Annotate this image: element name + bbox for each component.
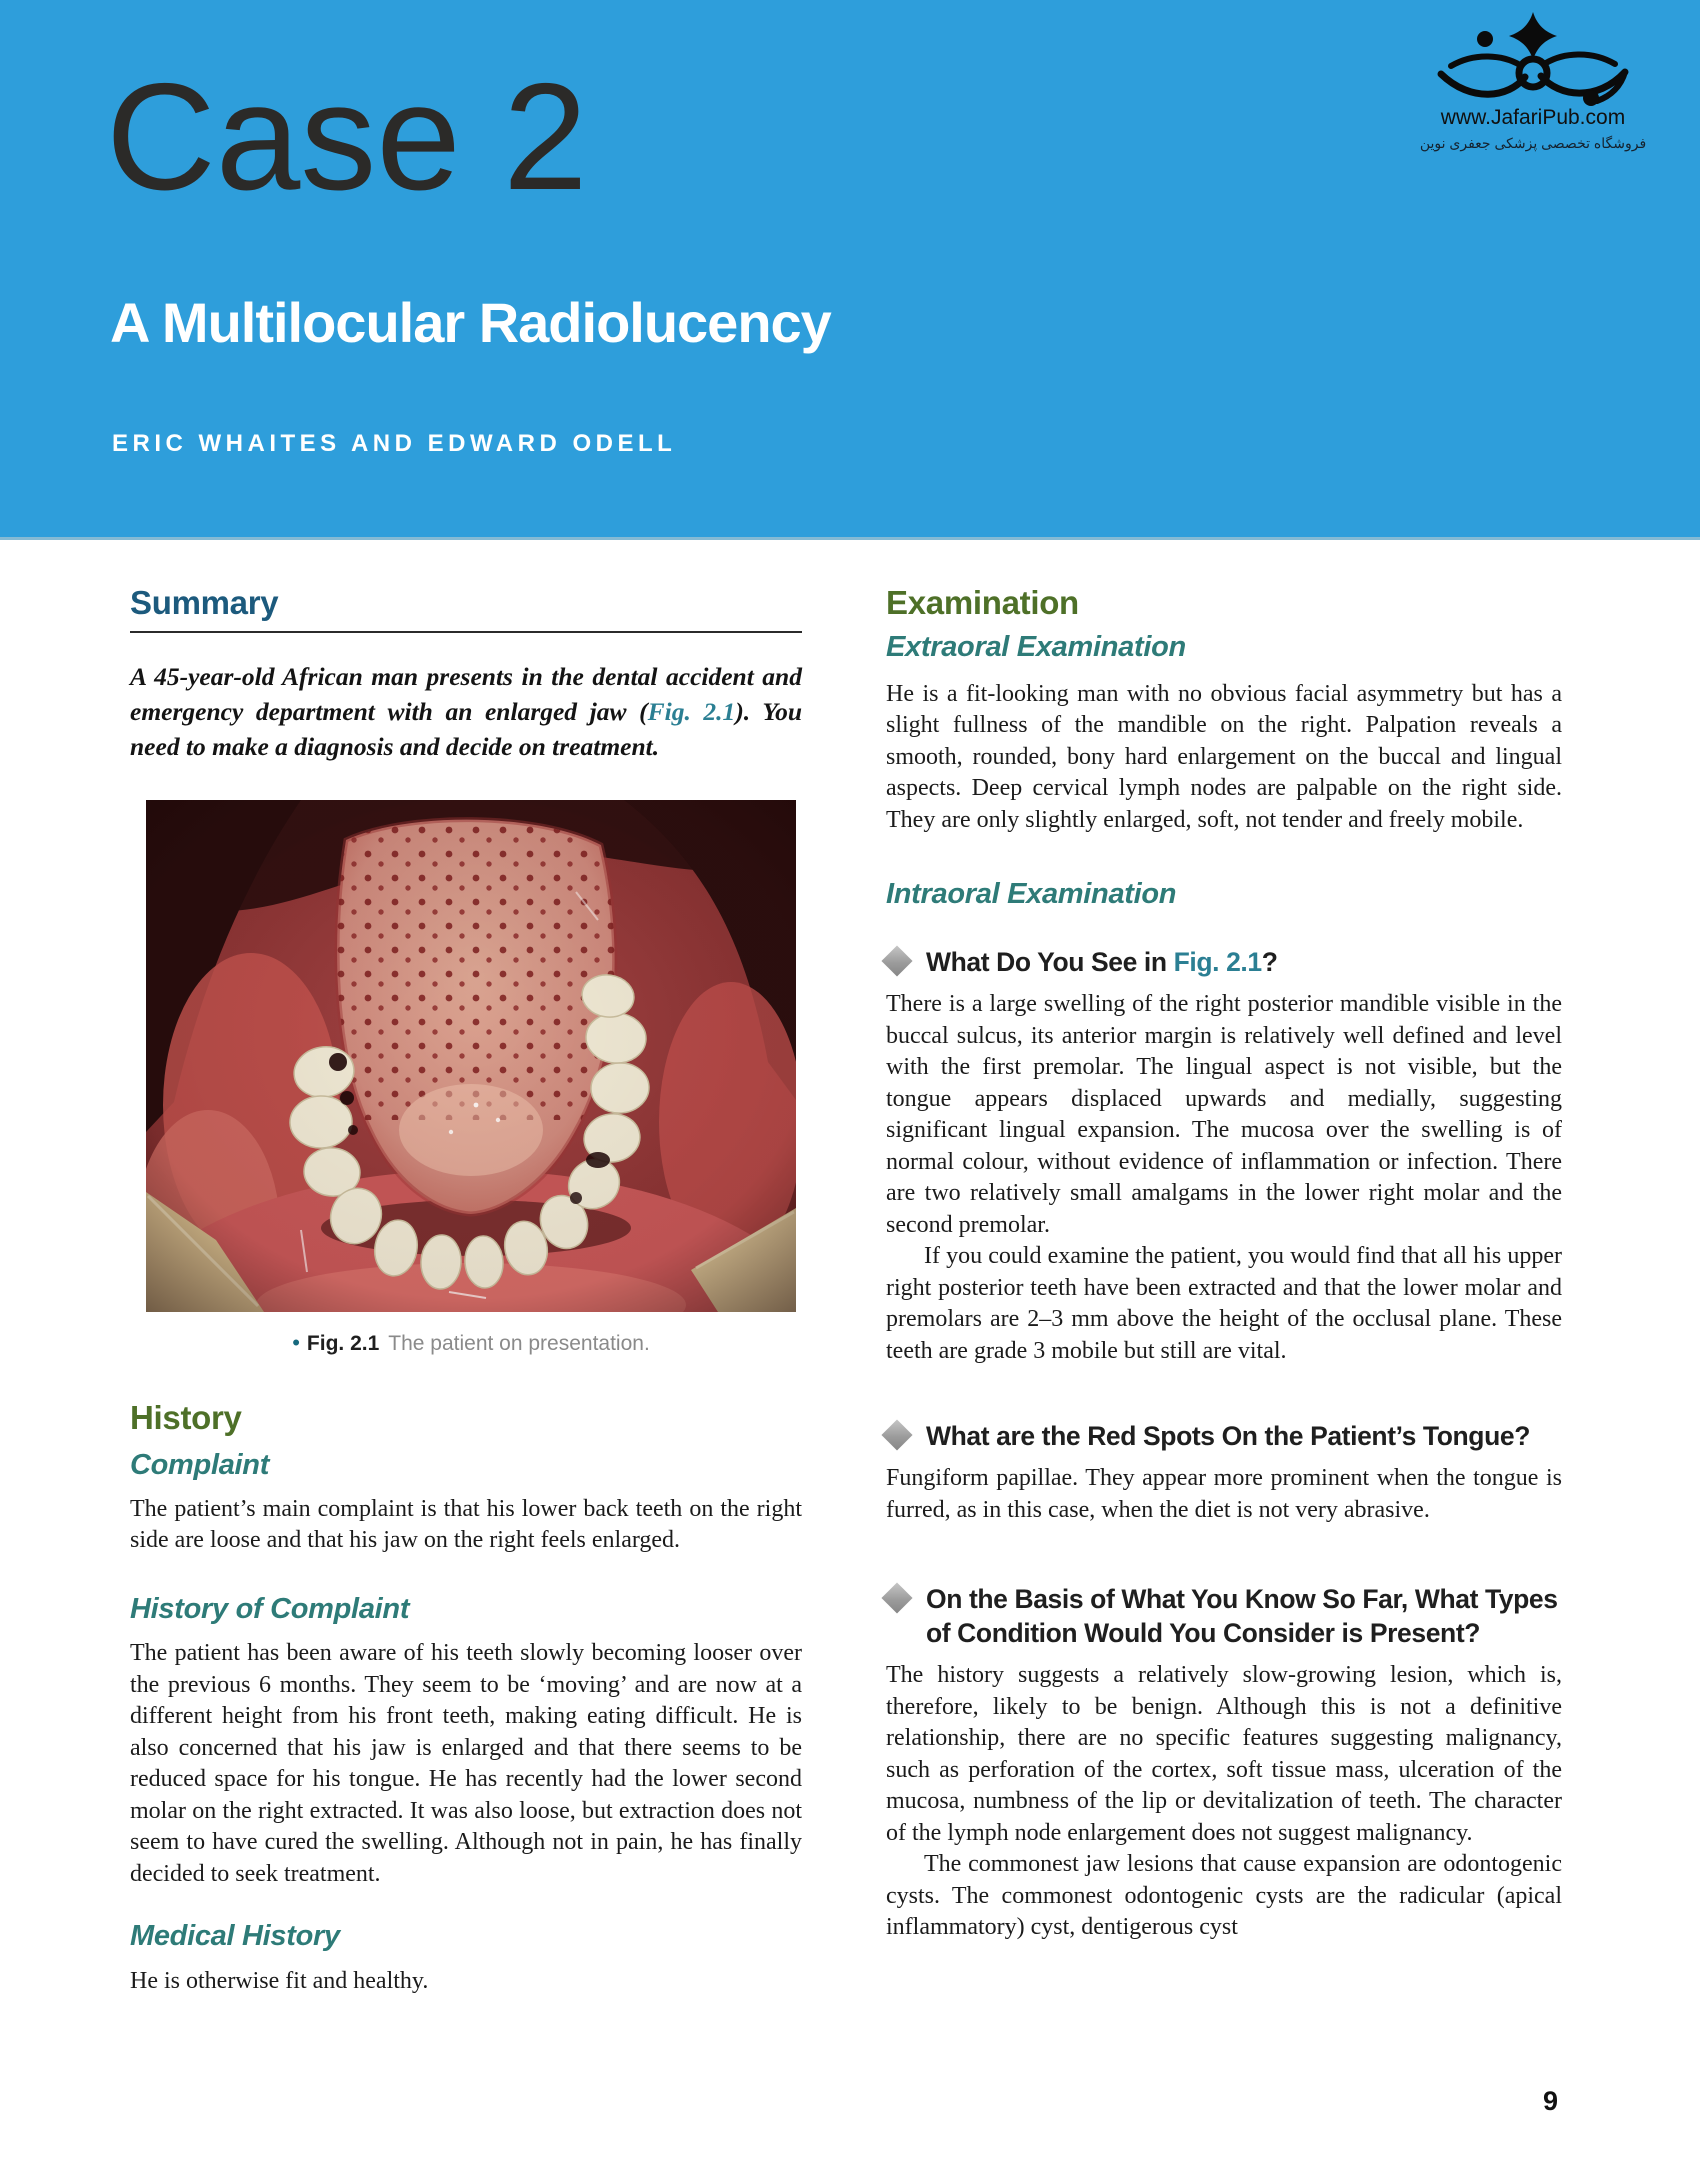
clinical-photo: [146, 800, 796, 1312]
case-number: Case 2: [106, 52, 588, 222]
answer-paragraph: The commonest jaw lesions that cause expansion are odontogenic cysts. The commonest odontogenic cysts are the radicular (apical inflammatory) cyst, dentigerous cyst: [886, 1851, 1562, 1941]
right-column: [886, 585, 1562, 1944]
publisher-url: www.JafariPub.com: [1440, 106, 1626, 129]
caption-figure-label: Fig. 2.1: [306, 1332, 380, 1356]
complaint-subheading: Complaint: [130, 1448, 270, 1481]
chapter-title: A Multilocular Radiolucency: [110, 291, 831, 354]
chapter-banner: [0, 0, 1700, 540]
question-diamond-icon: [881, 1583, 912, 1614]
figure-caption: [146, 1330, 796, 1356]
summary-heading: Summary: [130, 584, 279, 621]
caption-bullet-icon: •: [292, 1330, 300, 1356]
question-text: What are the Red Spots On the Patient’s Tongue?: [926, 1421, 1530, 1452]
question-diamond-icon: [881, 1420, 912, 1451]
intraoral-subheading: Intraoral Examination: [886, 878, 1177, 911]
extraoral-paragraph: He is a fit-looking man with no obvious facial asymmetry but has a slight fullness of the mandible on the right. Palpation reveals a smooth, rounded, bony hard enlargement on the buccal and lingual aspects. Deep cervical lymph nodes are palpable on the right side. They are only slightly enlarged, soft, not tender and freely mobile.: [886, 680, 1562, 833]
question-text: On the Basis of What You Know So Far, What Types of Condition Would You Consider is Present?: [926, 1584, 1558, 1649]
question-red-spots: [886, 1419, 1562, 1453]
medical-history-subheading: Medical History: [130, 1920, 340, 1953]
question-text-post: ?: [1261, 947, 1278, 978]
caption-text: The patient on presentation.: [388, 1332, 650, 1356]
summary-text-pre: A 45-year-old African man presents in the dental accident and emergency department with an enlarged jaw (: [130, 662, 802, 727]
medical-history-paragraph: He is otherwise fit and healthy.: [130, 1967, 429, 1994]
history-heading: History: [130, 1399, 242, 1437]
answer-paragraph: If you could examine the patient, you would find that all his upper right posterior teeth have been extracted and that the lower molar and premolars are 2–3 mm above the height of the occlusal plane. These teeth are grade 3 mobile but still are vital.: [886, 1243, 1562, 1364]
extraoral-subheading: Extraoral Examination: [886, 631, 1186, 664]
left-column: [130, 585, 802, 1997]
summary-text-post: ). You need to make a diagnosis and decide on treatment.: [130, 697, 803, 762]
publisher-logo: [1418, 10, 1648, 152]
question-text-pre: What Do You See in: [926, 947, 1174, 978]
summary-paragraph: [130, 659, 802, 764]
figure-2-1: [146, 800, 796, 1356]
question-what-do-you-see: [886, 945, 1562, 979]
figure-reference-link[interactable]: Fig. 2.1: [647, 697, 736, 727]
answer-paragraph: Fungiform papillae. They appear more prominent when the tongue is furred, as in this case, when the diet is not very abrasive.: [886, 1465, 1562, 1523]
answer-paragraph: There is a large swelling of the right posterior mandible visible in the buccal sulcus, its anterior margin is relatively well defined and level with the first premolar. The lingual aspect is not visible, but the tongue appears displaced upwards and medially, suggesting significant lingual expansion. The mucosa over the swelling is of normal colour, without evidence of inflammation or infection. There are two relatively small amalgams in the lower right molar and the second premolar.: [886, 991, 1562, 1238]
history-of-complaint-paragraph: The patient has been aware of his teeth slowly becoming looser over the previous 6 months. They seem to be ‘moving’ and are now at a different height from his front teeth, making eating difficult. He is also concerned that his jaw is enlarged and that there seems to be reduced space for his tongue. He has recently had the lower second molar on the right extracted. It was also loose, but extraction does not seem to have cured the swelling. Although not in pain, he has finally decided to seek treatment.: [130, 1640, 802, 1887]
answer-paragraph: The history suggests a relatively slow-growing lesion, which is, therefore, likely to be benign. Although this is not a definitive relationship, there are no specific features suggesting malignancy, such as perforation of the cortex, soft tissue mass, ulceration of the mucosa, numbness of the lip or devitalization of teeth. The character of the lymph node enlargement does not suggest malignancy.: [886, 1662, 1562, 1846]
chapter-authors: ERIC WHAITES AND EDWARD ODELL: [112, 430, 677, 457]
complaint-paragraph: The patient’s main complaint is that his lower back teeth on the right side are loose and that his jaw on the right feels enlarged.: [130, 1495, 802, 1554]
question-condition-types: [886, 1582, 1562, 1650]
publisher-tagline: فروشگاه تخصصی پزشکی جعفری نوین: [1419, 135, 1647, 151]
question-diamond-icon: [881, 946, 912, 977]
figure-reference-link[interactable]: Fig. 2.1: [1173, 947, 1262, 978]
examination-heading: Examination: [886, 584, 1079, 621]
summary-rule: [130, 631, 802, 633]
history-of-complaint-subheading: History of Complaint: [130, 1592, 410, 1625]
publisher-logo-icon: [1433, 10, 1633, 106]
page-number: 9: [1542, 2086, 1558, 2116]
